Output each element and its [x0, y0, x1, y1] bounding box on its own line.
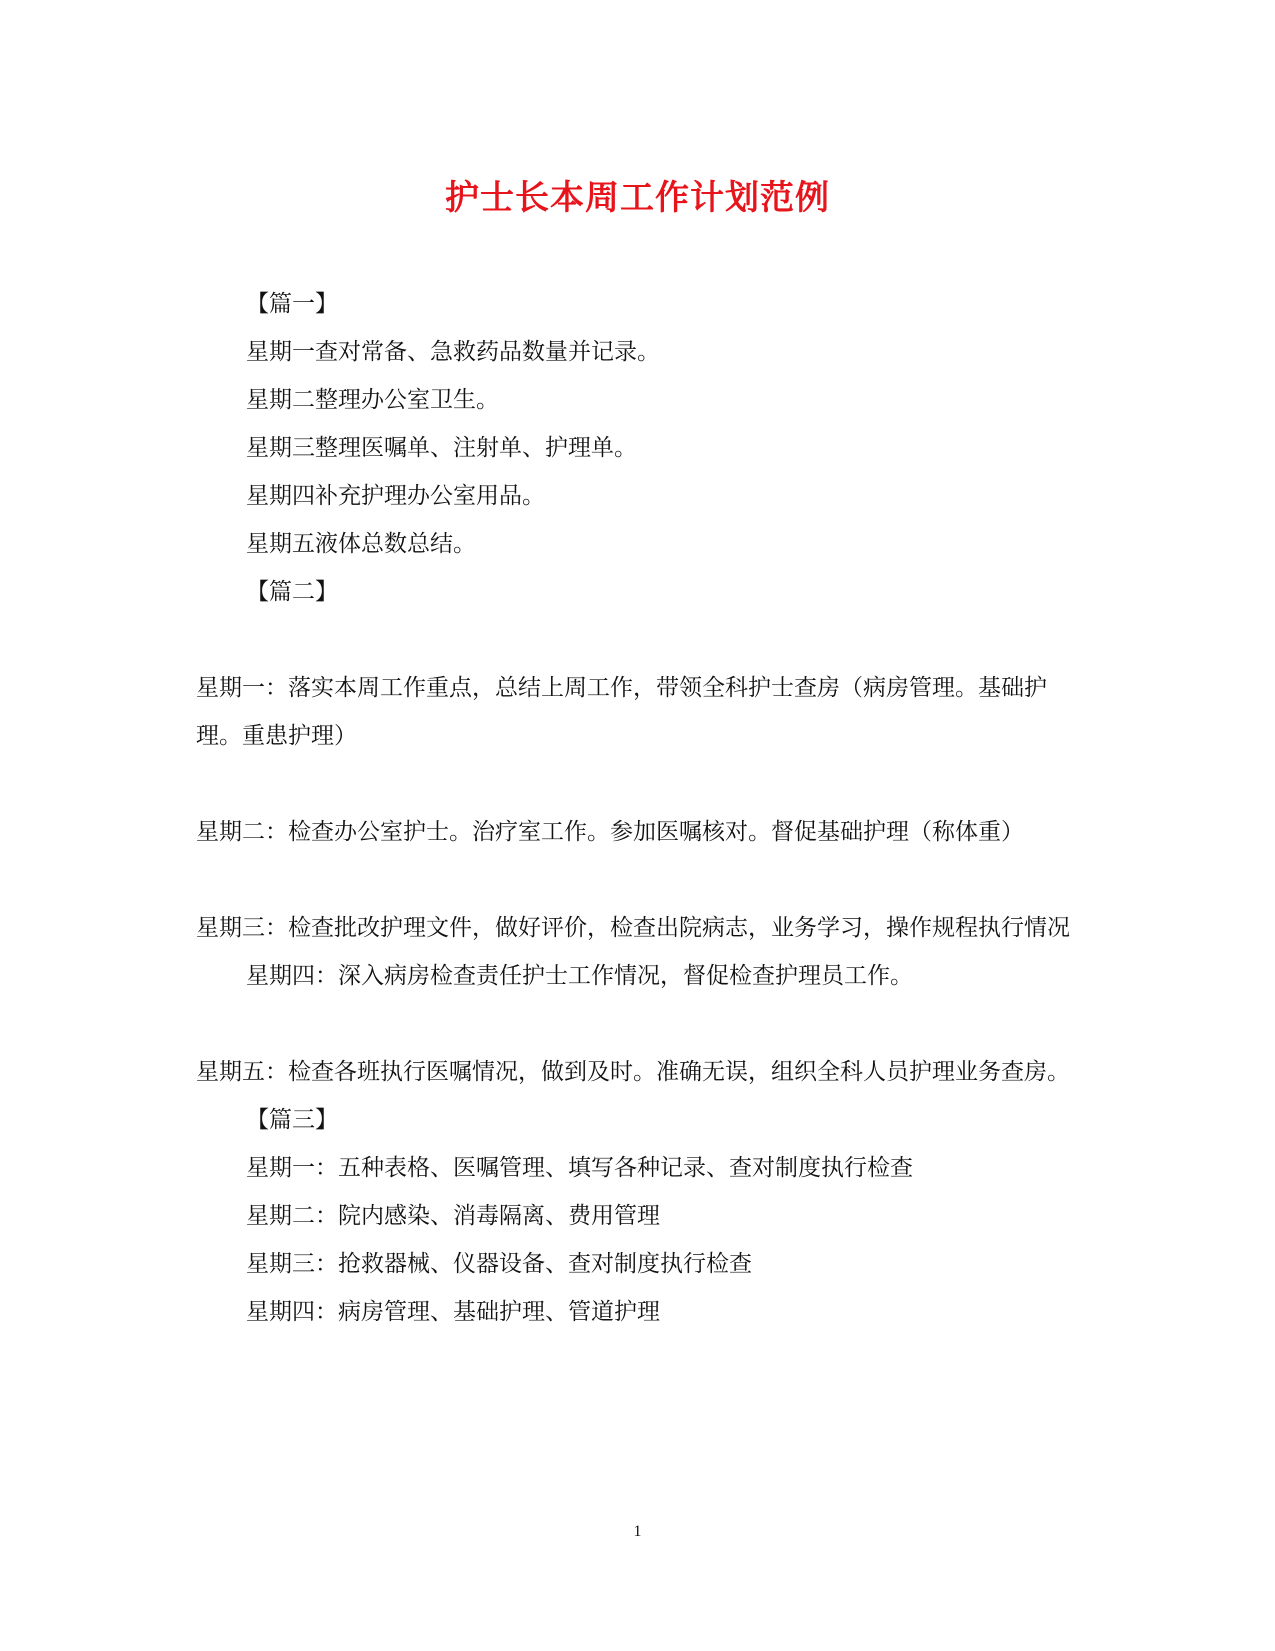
paragraph: 星期二：院内感染、消毒隔离、费用管理 [246, 1203, 660, 1229]
paragraph: 星期二整理办公室卫生。 [246, 387, 499, 413]
blank-line [196, 1000, 1076, 1048]
page-title: 护士长本周工作计划范例 [445, 178, 830, 218]
paragraph: 星期二：检查办公室护士。治疗室工作。参加医嘱核对。督促基础护理（称体重） [196, 819, 1024, 845]
paragraph: 星期五液体总数总结。 [246, 531, 476, 557]
paragraph: 星期一：五种表格、医嘱管理、填写各种记录、查对制度执行检查 [246, 1155, 913, 1181]
paragraph: 星期四补充护理办公室用品。 [246, 483, 545, 509]
paragraph: 星期一：落实本周工作重点，总结上周工作，带领全科护士查房（病房管理。基础护理。重患护理） [196, 675, 1047, 749]
paragraph: 星期一查对常备、急救药品数量并记录。 [246, 339, 660, 365]
paragraph: 星期三整理医嘱单、注射单、护理单。 [246, 435, 637, 461]
blank-line [196, 616, 1076, 664]
blank-line [196, 760, 1076, 808]
paragraph: 星期五：检查各班执行医嘱情况，做到及时。准确无误，组织全科人员护理业务查房。 [196, 1059, 1070, 1085]
paragraph: 星期三：检查批改护理文件，做好评价，检查出院病志，业务学习，操作规程执行情况 [196, 915, 1070, 941]
section-heading-2: 【篇二】 [246, 579, 338, 605]
section-heading-3: 【篇三】 [246, 1107, 338, 1133]
page-number: 1 [633, 1523, 642, 1540]
section-heading-1: 【篇一】 [246, 291, 338, 317]
paragraph: 星期四：病房管理、基础护理、管道护理 [246, 1299, 660, 1325]
blank-line [196, 856, 1076, 904]
paragraph: 星期四：深入病房检查责任护士工作情况，督促检查护理员工作。 [246, 963, 913, 989]
document-body [196, 280, 1076, 1336]
paragraph: 星期三：抢救器械、仪器设备、查对制度执行检查 [246, 1251, 752, 1277]
